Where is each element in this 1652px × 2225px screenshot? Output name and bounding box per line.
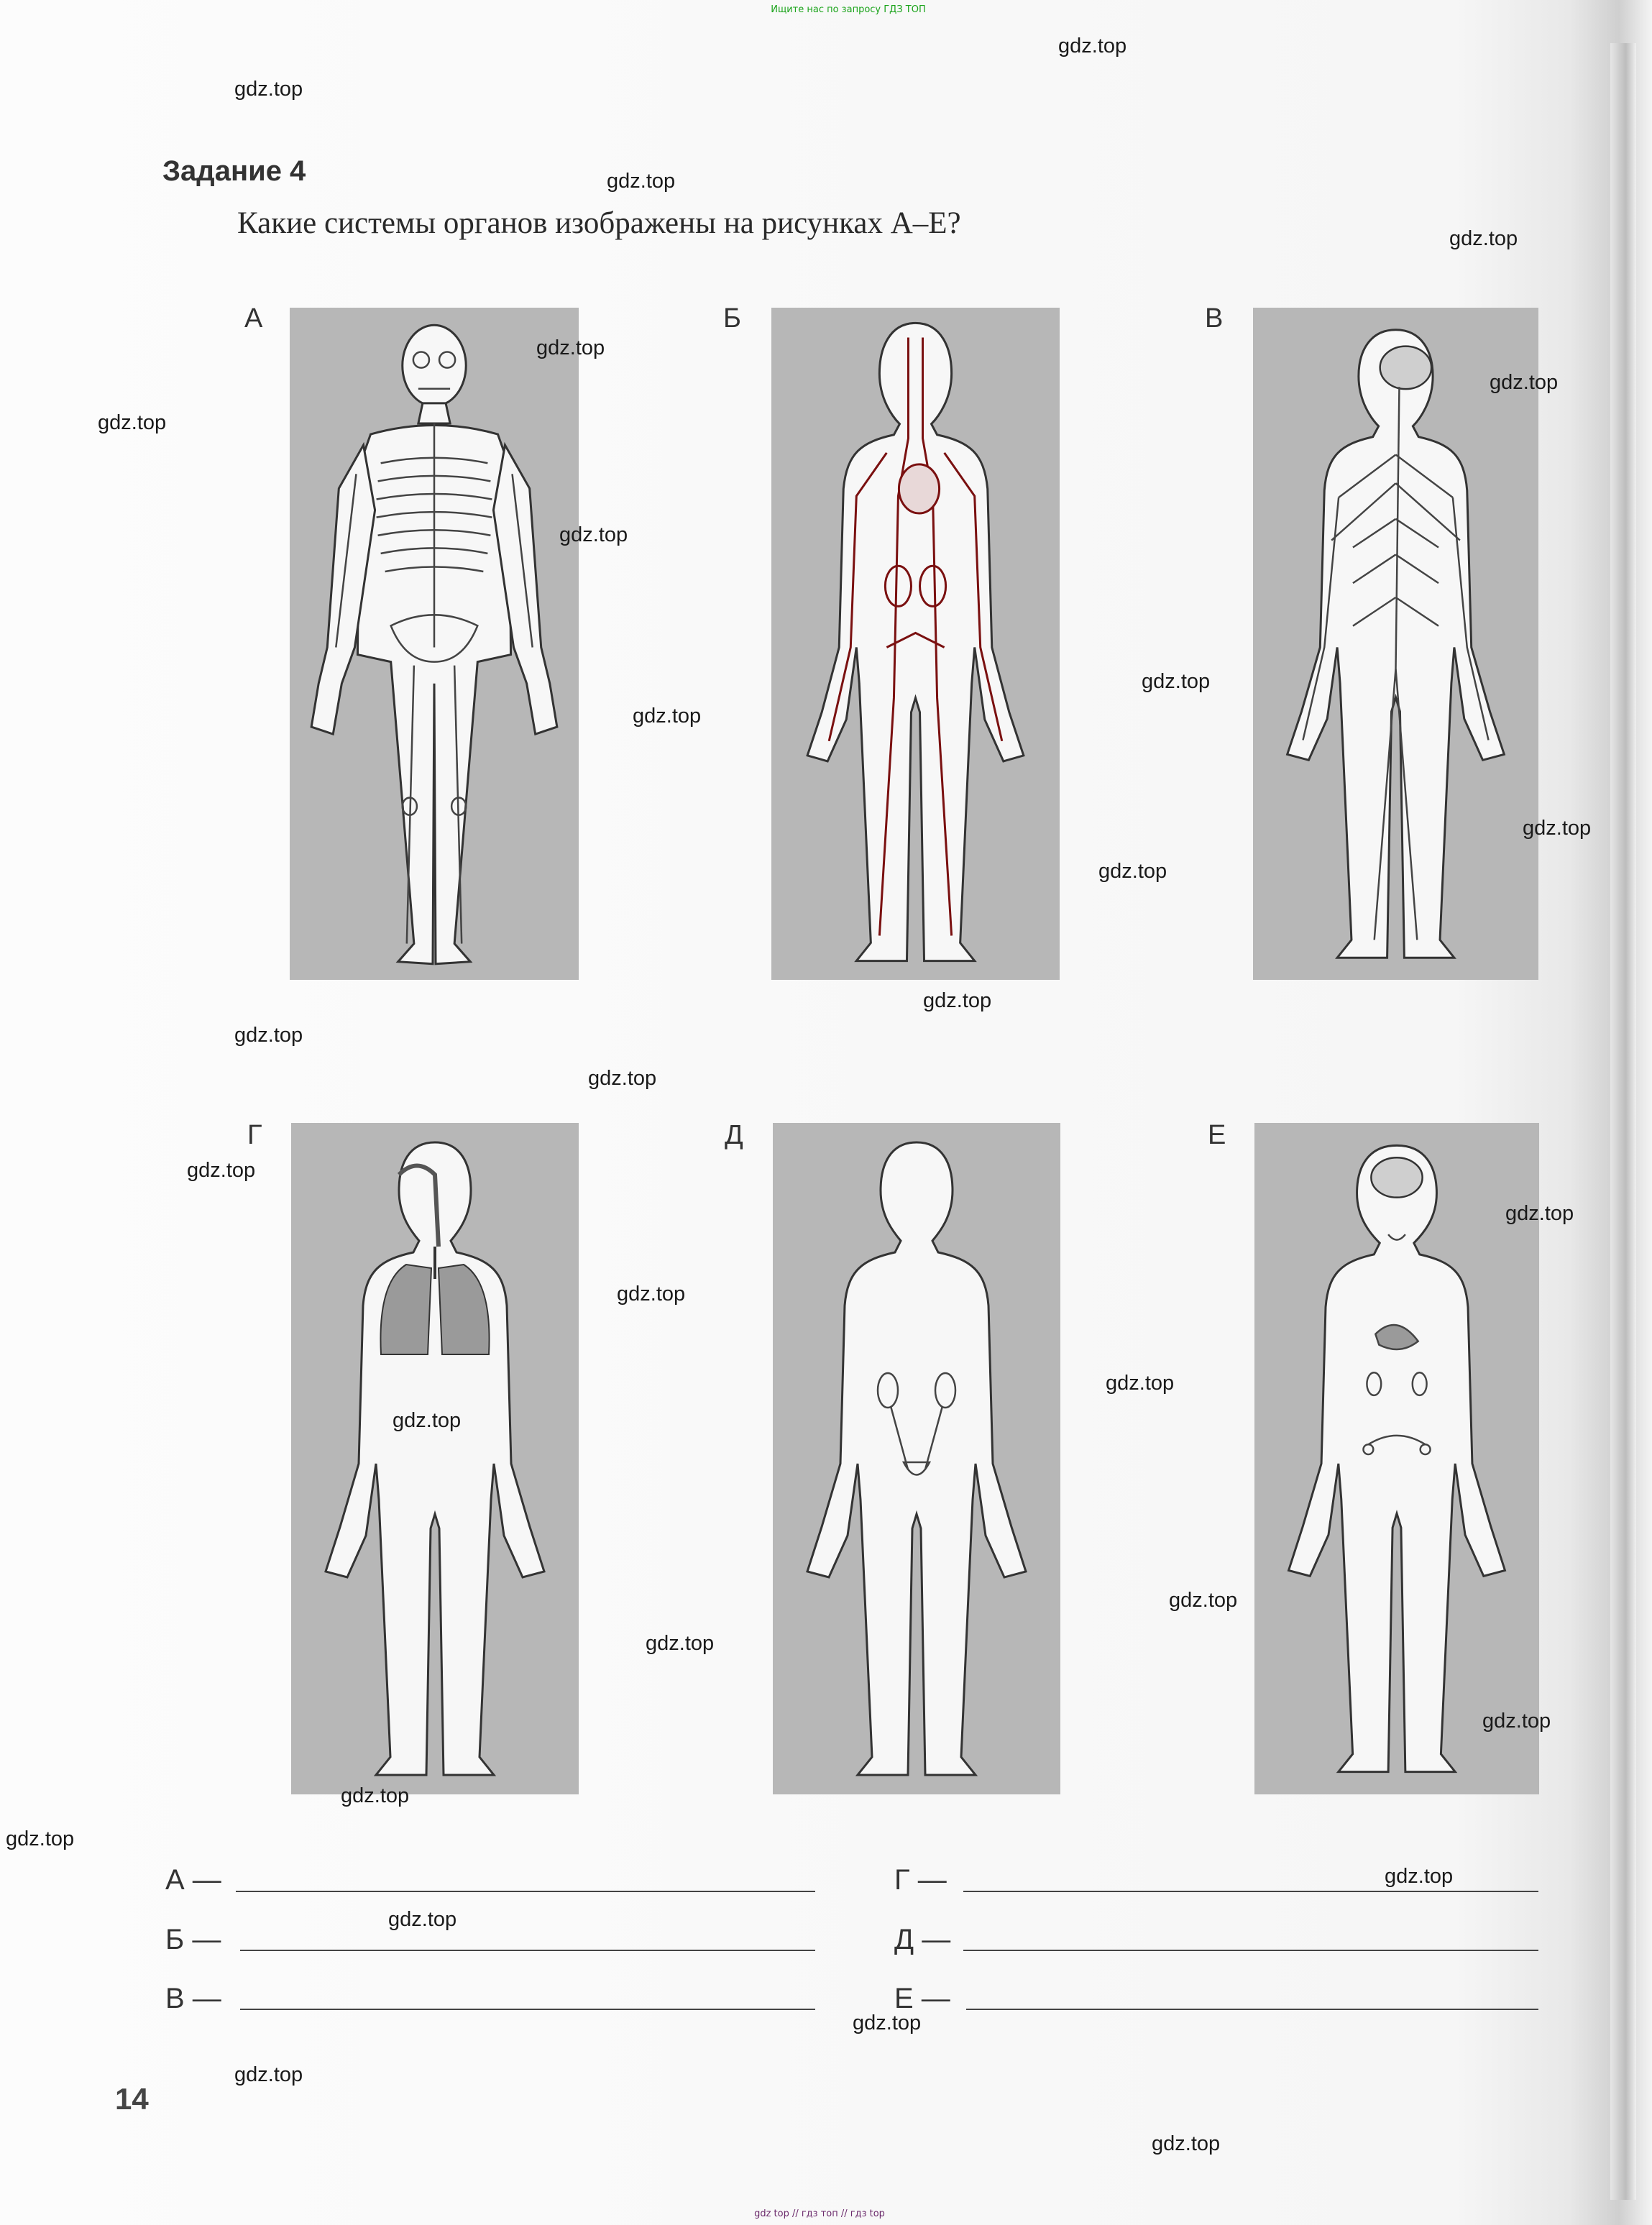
- page-edge-shadow: [1610, 43, 1636, 2200]
- watermark: gdz.top: [1098, 860, 1167, 883]
- answer-label-e: Е —: [894, 1983, 950, 2014]
- task-title: Задание 4: [162, 155, 306, 187]
- skeletal-system-figure: [290, 308, 579, 980]
- nervous-system-figure: [1253, 308, 1538, 980]
- answer-line-v[interactable]: [240, 2009, 815, 2010]
- watermark: gdz.top: [234, 2063, 303, 2086]
- answer-line-a[interactable]: [236, 1891, 815, 1892]
- figure-label-a: А: [244, 303, 263, 334]
- watermark: gdz.top: [388, 1908, 457, 1931]
- watermark: gdz.top: [588, 1067, 657, 1090]
- watermark: gdz.top: [341, 1784, 410, 1807]
- answer-line-b[interactable]: [240, 1950, 815, 1951]
- figure-label-b: Б: [723, 303, 741, 334]
- answer-line-g[interactable]: [963, 1891, 1538, 1892]
- watermark: gdz.top: [234, 1024, 303, 1047]
- figure-label-e: Е: [1208, 1120, 1226, 1150]
- watermark: gdz.top: [1505, 1202, 1574, 1225]
- answer-label-g: Г —: [894, 1864, 947, 1896]
- answer-line-e[interactable]: [966, 2009, 1538, 2010]
- watermark: gdz.top: [1142, 670, 1211, 693]
- watermark: gdz.top: [607, 170, 676, 193]
- watermark: gdz.top: [1152, 2132, 1221, 2155]
- watermark: gdz.top: [1490, 371, 1559, 394]
- watermark: gdz.top: [393, 1409, 462, 1432]
- watermark: gdz.top: [617, 1283, 686, 1306]
- watermark: gdz.top: [234, 78, 303, 101]
- watermark: gdz.top: [187, 1159, 256, 1182]
- figure-label-g: Г: [247, 1120, 262, 1150]
- watermark: gdz.top: [6, 1827, 75, 1850]
- watermark: gdz.top: [853, 2011, 922, 2034]
- watermark: gdz.top: [536, 336, 605, 359]
- header-note: Ищите нас по запросу ГДЗ ТОП: [771, 4, 926, 15]
- endocrine-system-figure: [1254, 1123, 1539, 1794]
- page-number: 14: [115, 2082, 149, 2116]
- circulatory-system-figure: [771, 308, 1060, 980]
- watermark: gdz.top: [646, 1632, 715, 1655]
- excretory-system-figure: [773, 1123, 1060, 1794]
- answer-label-a: А —: [165, 1864, 221, 1896]
- watermark: gdz.top: [1482, 1710, 1551, 1733]
- watermark: gdz.top: [923, 989, 992, 1012]
- watermark: gdz.top: [1449, 227, 1518, 250]
- answer-line-d[interactable]: [963, 1950, 1538, 1951]
- watermark: gdz.top: [98, 411, 167, 434]
- watermark: gdz.top: [1106, 1372, 1175, 1395]
- footer-note: gdz top // гдз топ // гдз top: [754, 2208, 885, 2219]
- watermark: gdz.top: [1385, 1865, 1454, 1888]
- answer-label-v: В —: [165, 1983, 221, 2014]
- respiratory-system-figure: [291, 1123, 579, 1794]
- watermark: gdz.top: [633, 705, 702, 728]
- figure-label-d: Д: [725, 1120, 743, 1150]
- answer-label-b: Б —: [165, 1924, 221, 1955]
- watermark: gdz.top: [1058, 35, 1127, 58]
- figure-label-v: В: [1205, 303, 1224, 334]
- task-question: Какие системы органов изображены на рисунках А–Е?: [237, 206, 961, 240]
- watermark: gdz.top: [1523, 817, 1592, 840]
- answer-label-d: Д —: [894, 1924, 951, 1955]
- watermark: gdz.top: [1169, 1589, 1238, 1612]
- watermark: gdz.top: [559, 523, 628, 546]
